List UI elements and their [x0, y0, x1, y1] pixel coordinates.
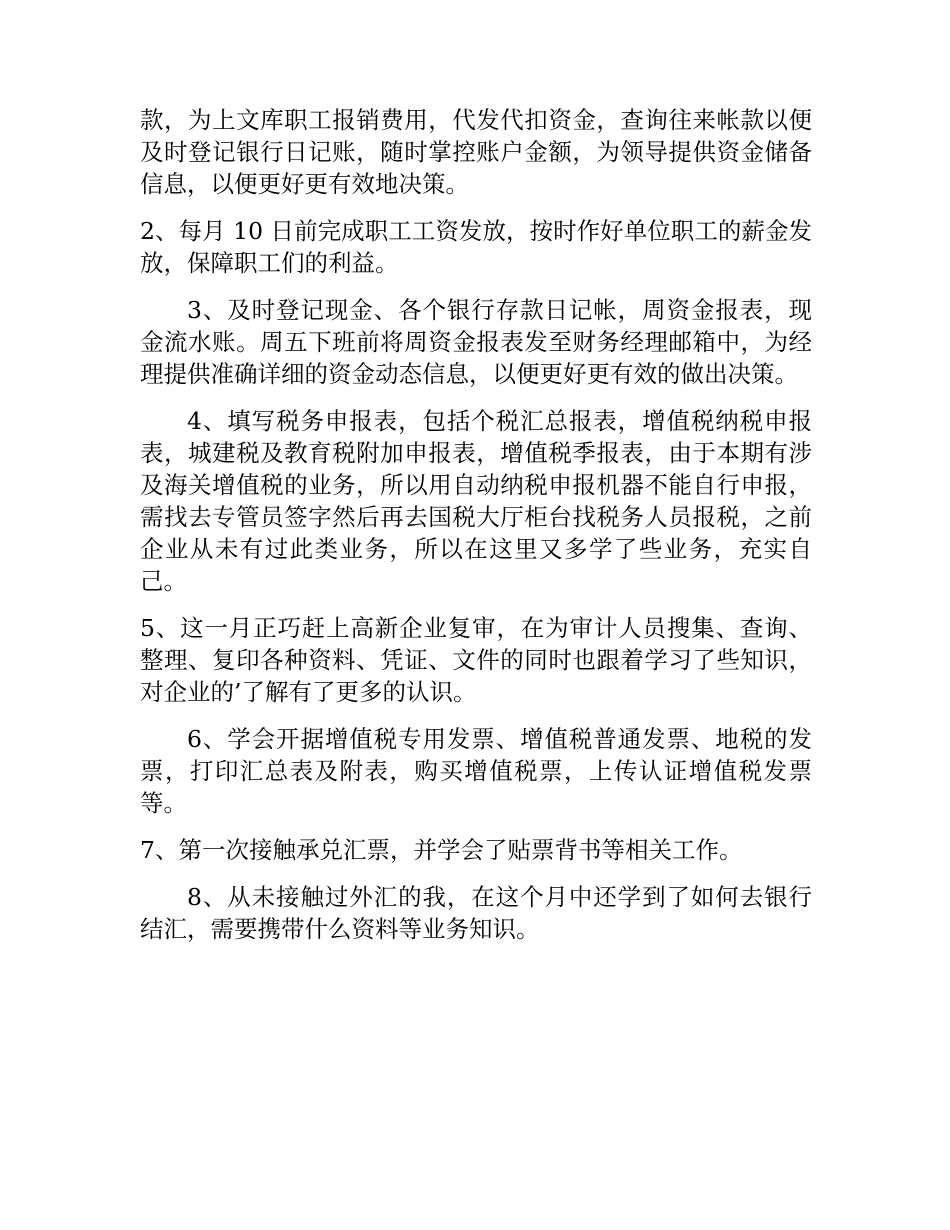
paragraph-8: 8、从未接触过外汇的我，在这个月中还学到了如何去银行结汇，需要携带什么资料等业务知识。	[140, 883, 812, 943]
paragraph-5: 5、这一月正巧赶上高新企业复审，在为审计人员搜集、查询、整理、复印各种资料、凭证、文件的同时也跟着学习了些知识，对企业的’了解有了更多的认识。	[140, 614, 812, 706]
paragraph-6: 6、学会开据增值税专用发票、增值税普通发票、地税的发票，打印汇总表及附表，购买增值税票，上传认证增值税发票等。	[140, 725, 812, 817]
paragraph-7: 7、第一次接触承兑汇票，并学会了贴票背书等相关工作。	[140, 836, 743, 864]
paragraph-3: 3、及时登记现金、各个银行存款日记帐，周资金报表，现金流水账。周五下班前将周资金报表发至财务经理邮箱中，为经理提供准确详细的资金动态信息，以便更好更有效的做出决策。	[140, 296, 812, 388]
paragraph-2: 2、每月 10 日前完成职工工资发放，按时作好单位职工的薪金发放，保障职工们的利益。	[140, 217, 812, 277]
paragraph-4: 4、填写税务申报表，包括个税汇总报表，增值税纳税申报表，城建税及教育税附加申报表，增值税季报表，由于本期有涉及海关增值税的业务，所以用自动纳税申报机器不能自行申报，需找去专管员签字然后再去国税大厅柜台找税务人员报税，之前企业从未有过此类业务，所以在这里又多学了些业务，充实自己。	[140, 407, 812, 595]
document-page	[140, 104, 812, 960]
paragraph-1: 款，为上文库职工报销费用，代发代扣资金，查询往来帐款以便及时登记银行日记账，随时掌控账户金额，为领导提供资金储备信息，以便更好更有效地决策。	[140, 106, 812, 198]
